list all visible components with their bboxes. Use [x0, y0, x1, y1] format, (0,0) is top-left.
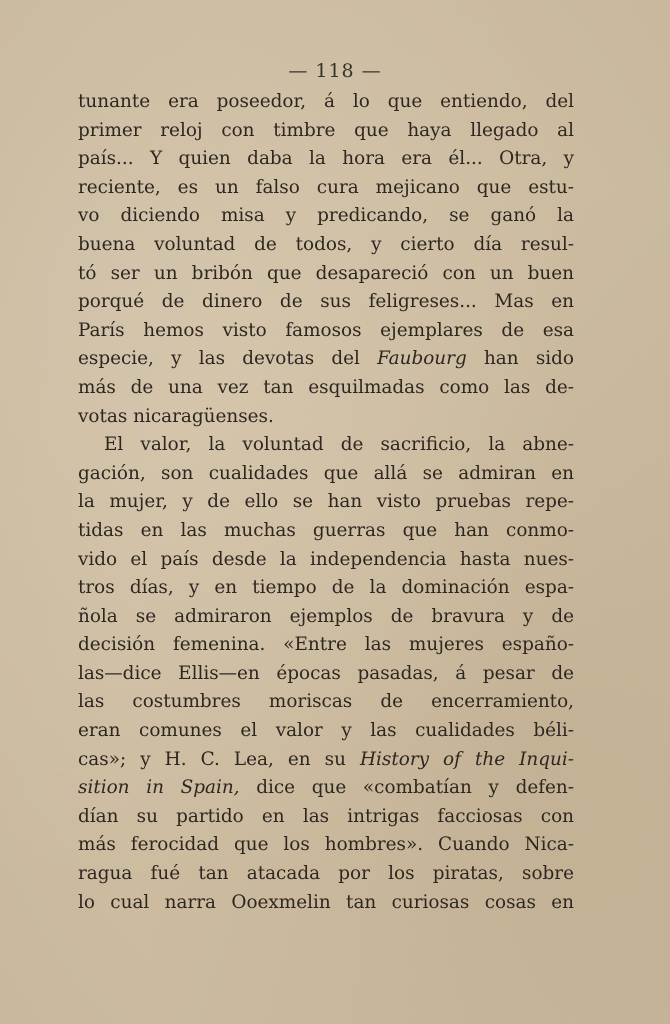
text-line: votas nicaragüenses.: [78, 405, 274, 427]
text-line: decisión femenina. «Entre las mujeres españo-: [78, 634, 574, 656]
italic-title: sition in Spain,: [78, 777, 240, 799]
text-line: eran comunes el valor y las cualidades béli-: [78, 720, 574, 742]
italic-title: History of the Inqui-: [360, 748, 574, 770]
text-line: país... Y quien daba la hora era él... Otra, y: [78, 148, 574, 170]
text-line: gación, son cualidades que allá se admiran en: [78, 462, 574, 484]
text-line: ragua fué tan atacada por los piratas, sobre: [78, 863, 574, 885]
text-line: lo cual narra Ooexmelin tan curiosas cosas en: [78, 891, 574, 913]
text-line: más de una vez tan esquilmadas como las de-: [78, 376, 574, 398]
text-line: tunante era poseedor, á lo que entiendo, del: [78, 91, 574, 112]
text-line-with-italic: [78, 774, 574, 803]
body-text: [78, 88, 574, 917]
text-line: primer reloj con timbre que haya llegado al: [78, 119, 574, 141]
text-segment: cas»; y H. C. Lea, en su: [78, 748, 346, 770]
text-line-with-italic: [78, 345, 574, 374]
text-line: porqué de dinero de sus feligreses... Mas en: [78, 291, 574, 313]
paragraph-start: El valor, la voluntad de sacrificio, la abne-: [104, 434, 574, 456]
text-line: París hemos visto famosos ejemplares de esa: [78, 319, 574, 341]
text-line: las costumbres moriscas de encerramiento,: [78, 691, 574, 713]
text-line-with-italic: [78, 746, 574, 775]
text-line: dían su partido en las intrigas facciosas con: [78, 805, 574, 827]
text-line: la mujer, y de ello se han visto pruebas repe-: [78, 491, 574, 513]
text-segment: han sido: [466, 348, 574, 370]
text-line: tó ser un bribón que desapareció con un buen: [78, 262, 574, 284]
text-line: buena voluntad de todos, y cierto día resul-: [78, 233, 574, 255]
text-line: vo diciendo misa y predicando, se ganó la: [78, 205, 574, 227]
text-line: tros días, y en tiempo de la dominación espa-: [78, 577, 574, 599]
text-segment: dice que «combatían y defen-: [256, 777, 574, 799]
text-line: reciente, es un falso cura mejicano que estu-: [78, 176, 574, 198]
text-line: tidas en las muchas guerras que han conmo-: [78, 519, 574, 541]
italic-term: Faubourg: [377, 348, 467, 370]
text-line: ñola se admiraron ejemplos de bravura y de: [78, 605, 574, 627]
text-segment: especie, y las devotas del: [78, 348, 360, 370]
text-line: las—dice Ellis—en épocas pasadas, á pesar de: [78, 662, 574, 684]
text-line: más ferocidad que los hombres». Cuando Nica-: [78, 834, 574, 856]
text-line: vido el país desde la independencia hasta nues-: [78, 548, 574, 570]
page-number: — 118 —: [288, 60, 382, 82]
